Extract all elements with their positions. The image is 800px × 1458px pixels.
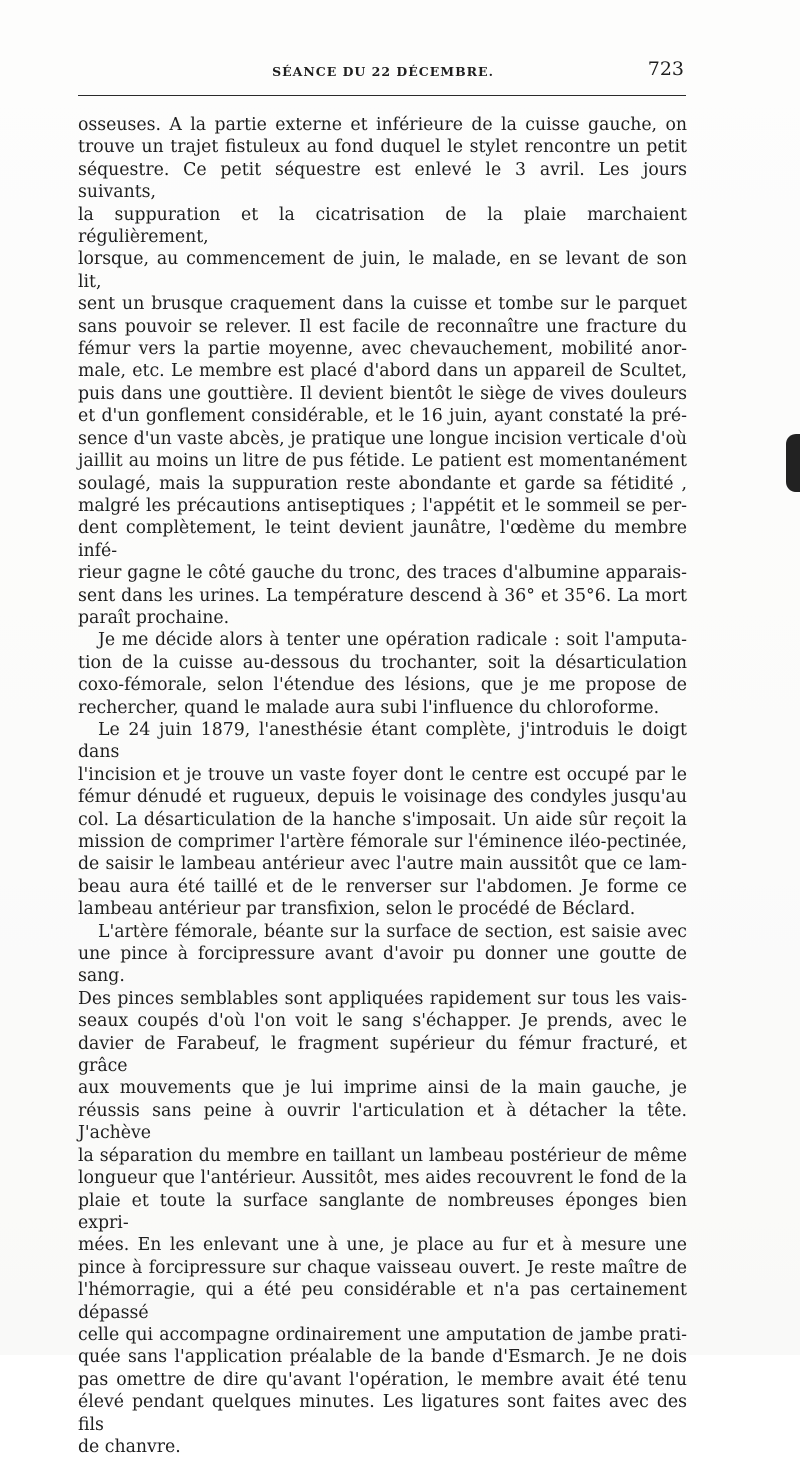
paragraph-2 — [78, 629, 687, 719]
paragraph-3 — [78, 719, 687, 921]
text-line: pince à forcipressure sur chaque vaisseau ouvert. Je reste maître de — [78, 1257, 687, 1278]
text-line: osseuses. A la partie externe et inférieure de la cuisse gauche, on — [78, 115, 687, 135]
page-number: 723 — [647, 58, 684, 80]
text-line: aux mouvements que je lui imprime ainsi de la main gauche, je — [78, 1078, 687, 1099]
text-line: L'artère fémorale, béante sur la surface de section, est saisie avec — [98, 921, 687, 942]
text-line: l'hémorragie, qui a été peu considérable et n'a pas certainement dépassé — [78, 1280, 687, 1323]
text-line: séquestre. Ce petit séquestre est enlevé le 3 avril. Les jours suivants, — [78, 159, 687, 203]
text-line: dent complètement, le teint devient jaunâtre, l'œdème du membre infé- — [78, 518, 687, 561]
text-line: fémur vers la partie moyenne, avec chevauchement, mobilité anor- — [78, 339, 687, 360]
text-line: de saisir le lambeau antérieur avec l'autre main aussitôt que ce lam- — [78, 854, 687, 875]
text-line: mission de comprimer l'artère fémorale sur l'éminence iléo-pectinée, — [78, 832, 687, 852]
text-line: plaie et toute la surface sanglante de nombreuses éponges bien expri- — [78, 1190, 687, 1233]
page-header — [78, 58, 688, 86]
text-line: col. La désarticulation de la hanche s'imposait. Un aide sûr reçoit la — [78, 809, 687, 830]
text-line: rieur gagne le côté gauche du tronc, des traces d'albumine apparais- — [78, 563, 687, 584]
header-rule — [78, 95, 686, 96]
text-line: la suppuration et la cicatrisation de la plaie marchaient régulièrement, — [78, 204, 687, 248]
text-line: rechercher, quand le malade aura subi l'influence du chloroforme. — [78, 697, 660, 718]
text-line: pas omettre de dire qu'avant l'opération, le membre avait été tenu — [78, 1369, 687, 1390]
text-line: jaillit au moins un litre de pus fétide. Le patient est momentanément — [78, 451, 687, 472]
text-line: sence d'un vaste abcès, je pratique une longue incision verticale d'où — [78, 428, 687, 449]
paragraph-4 — [78, 921, 687, 1458]
text-line: de chanvre. — [78, 1436, 181, 1457]
text-line: élevé pendant quelques minutes. Les ligatures sont faites avec des fils — [78, 1392, 687, 1435]
text-line: fémur dénudé et rugueux, depuis le voisinage des condyles jusqu'au — [78, 787, 687, 808]
text-line: seaux coupés d'où l'on voit le sang s'échapper. Je prends, avec le — [78, 1011, 687, 1032]
text-line: une pince à forcipressure avant d'avoir pu donner une goutte de sang. — [78, 944, 687, 987]
text-line: Je me décide alors à tenter une opération radicale : soit l'amputa- — [98, 630, 687, 651]
text-line: beau aura été taillé et de le renverser sur l'abdomen. Je forme ce — [78, 876, 687, 897]
text-line: et d'un gonflement considérable, et le 16 juin, ayant constaté la pré- — [78, 406, 687, 427]
text-line: lorsque, au commencement de juin, le malade, en se levant de son lit, — [78, 249, 687, 292]
text-line: tion de la cuisse au-dessous du trochanter, soit la désarticulation — [78, 652, 687, 673]
text-line: trouve un trajet fistuleux au fond duquel le stylet rencontre un petit — [78, 137, 687, 158]
text-line: puis dans une gouttière. Il devient bientôt le siège de vives douleurs — [78, 383, 687, 404]
text-line: davier de Farabeuf, le fragment supérieur du fémur fracturé, et grâce — [78, 1033, 687, 1077]
text-line: soulagé, mais la suppuration reste abondante et garde sa fétidité , — [78, 473, 687, 494]
text-line: Le 24 juin 1879, l'anesthésie étant complète, j'introduis le doigt dans — [78, 719, 687, 763]
text-line: l'incision et je trouve un vaste foyer dont le centre est occupé par le — [78, 764, 687, 785]
text-line: celle qui accompagne ordinairement une amputation de jambe prati- — [78, 1324, 687, 1345]
text-line: quée sans l'application préalable de la bande d'Esmarch. Je ne dois — [78, 1347, 687, 1368]
text-line: Des pinces semblables sont appliquées rapidement sur tous les vais- — [78, 988, 687, 1009]
text-line: réussis sans peine à ouvrir l'articulation et à détacher la tête. J'achève — [78, 1100, 687, 1144]
text-line: paraît prochaine. — [78, 607, 230, 628]
text-line: coxo-fémorale, selon l'étendue des lésions, que je me propose de — [78, 675, 687, 696]
text-line: malgré les précautions antiseptiques ; l'appétit et le sommeil se per- — [78, 495, 687, 516]
text-line: sans pouvoir se relever. Il est facile de reconnaître une fracture du — [78, 316, 687, 337]
text-line: sent un brusque craquement dans la cuisse et tombe sur le parquet — [78, 294, 687, 315]
paragraph-1 — [78, 114, 687, 629]
text-line: lambeau antérieur par transfixion, selon le procédé de Béclard. — [78, 899, 636, 920]
text-line: sent dans les urines. La température descend à 36° et 35°6. La mort — [78, 585, 687, 606]
text-line: la séparation du membre en taillant un lambeau postérieur de même — [78, 1145, 687, 1166]
text-line: mées. En les enlevant une à une, je place au fur et à mesure une — [78, 1235, 687, 1256]
text-line: male, etc. Le membre est placé d'abord dans un appareil de Scultet, — [78, 361, 687, 382]
body-text — [78, 114, 687, 1458]
binding-shadow — [786, 434, 800, 492]
text-line: longueur que l'antérieur. Aussitôt, mes aides recouvrent le fond de la — [78, 1168, 687, 1189]
running-title: SÉANCE DU 22 DÉCEMBRE. — [272, 64, 494, 79]
